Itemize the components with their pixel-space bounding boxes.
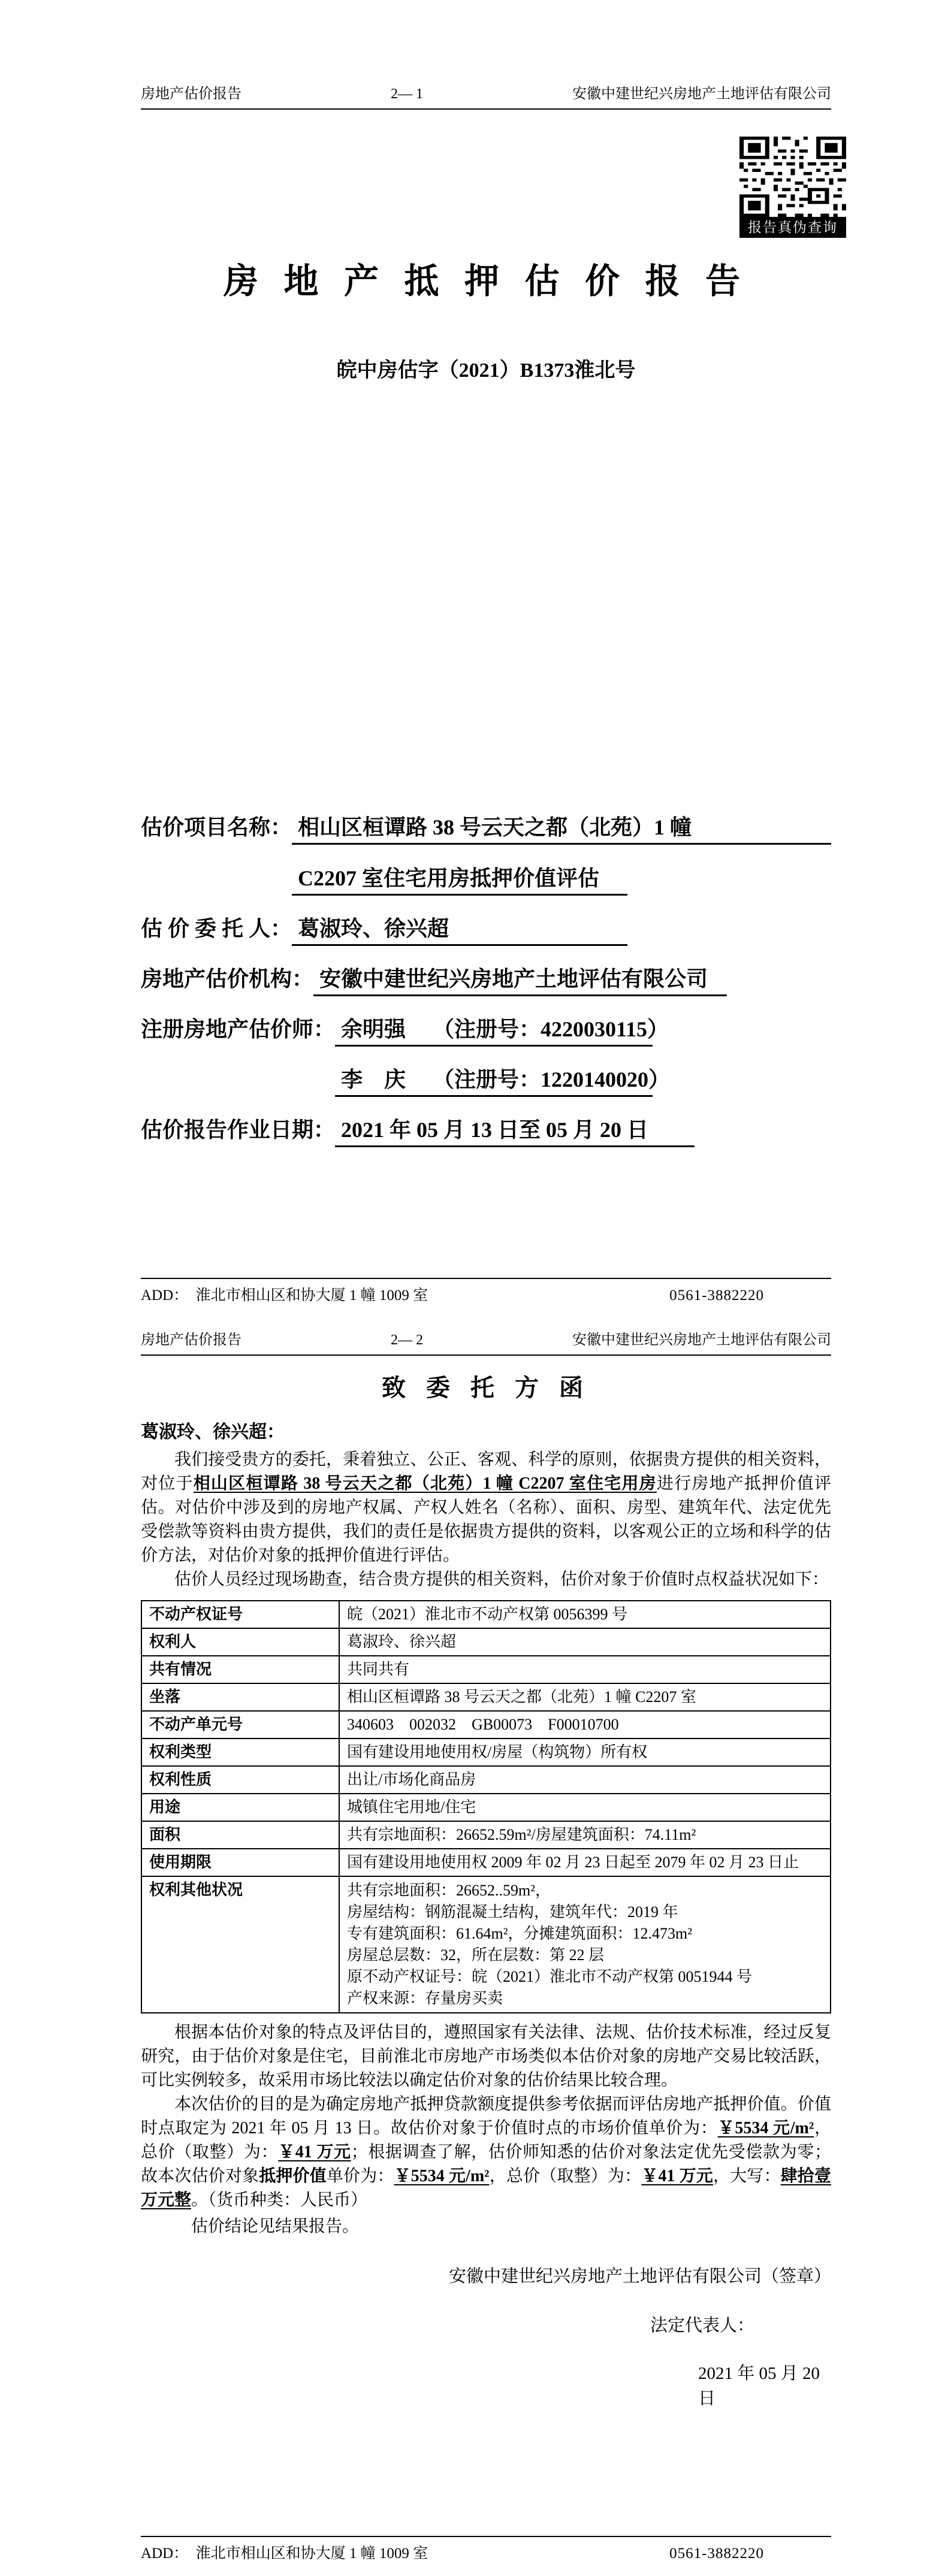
row-label: 不动产单元号 — [141, 1711, 339, 1739]
letter-paragraph-3: 根据本估价对象的特点及评估目的，遵照国家有关法律、法规、估价技术标准，经过反复研究，由于估价对象是住宅，目前淮北市房地产市场类似本估价对象的房地产交易比较活跃，可比实例较多，故采用市场比较法以确定估价对象的估价结果比较合理。 — [141, 2023, 831, 2090]
text-run: 单价为： — [326, 2167, 394, 2185]
property-rights-table — [141, 1600, 831, 2013]
total-price-value: ￥41 万元 — [278, 2143, 351, 2161]
appraiser-2-license: （注册号：1220140020） — [433, 1068, 671, 1092]
row-label: 用途 — [141, 1794, 339, 1821]
other-status-line: 共有宗地面积：26652..59m²， — [347, 1882, 551, 1899]
field-label: 估价项目名称： — [141, 815, 292, 839]
footer-address: ADD： 淮北市相山区和协大厦 1 幢 1009 室 — [141, 2545, 428, 2562]
table-row-co-ownership — [141, 1656, 831, 1683]
footer-phone: 0561-3882220 — [669, 1287, 764, 1304]
form-row-appraiser-2 — [141, 1064, 831, 1097]
row-value: 皖（2021）淮北市不动产权第 0056399 号 — [339, 1601, 831, 1628]
mortgage-value-term: 抵押价值 — [259, 2167, 327, 2185]
report-doc-number: 皖中房估字（2021）B1373淮北号 — [336, 359, 636, 382]
field-label: 估价报告作业日期： — [141, 1118, 336, 1142]
report-verification-qr — [739, 137, 846, 238]
appraiser-2-value — [335, 1064, 671, 1097]
report-date-value: 2021 年 05 月 13 日至 05 月 20 日 — [335, 1114, 695, 1147]
row-value: 共同共有 — [339, 1656, 831, 1683]
table-row-right-holder — [141, 1628, 831, 1656]
header-page-number: 2— 2 — [391, 1332, 423, 1348]
row-label: 面积 — [141, 1821, 339, 1849]
field-value-column — [292, 812, 831, 896]
footer-address: ADD： 淮北市相山区和协大厦 1 幢 1009 室 — [141, 1287, 428, 1304]
text-run: ，总价（取整）为： — [489, 2167, 642, 2185]
row-value: 国有建设用地使用权 2009 年 02 月 23 日起至 2079 年 02 月 23 日止 — [339, 1849, 831, 1876]
row-label: 共有情况 — [141, 1656, 339, 1683]
agency-value: 安徽中建世纪兴房地产土地评估有限公司 — [313, 963, 727, 996]
form-row-agency — [141, 963, 831, 996]
cover-form — [141, 812, 831, 1147]
table-row-location — [141, 1683, 831, 1711]
project-name-line-2: C2207 室住宅用房抵押价值评估 — [292, 863, 627, 896]
client-value: 葛淑玲、徐兴超 — [292, 913, 627, 946]
row-label: 不动产权证号 — [141, 1601, 339, 1628]
qr-code-icon — [739, 137, 846, 217]
row-value: 出让/市场化商品房 — [339, 1766, 831, 1794]
row-value: 城镇住宅用地/住宅 — [339, 1794, 831, 1821]
page-footer — [141, 2536, 831, 2563]
letter-paragraph-5: 估价结论见结果报告。 — [191, 2217, 360, 2236]
mortgage-unit-price-value: ￥5534 元/m² — [394, 2167, 490, 2185]
amount-in-words: 肆拾壹万元整 — [141, 2167, 831, 2209]
form-row-report-date — [141, 1114, 831, 1147]
row-label: 权利其他状况 — [141, 1876, 339, 2013]
row-label: 使用期限 — [141, 1849, 339, 1876]
page-header — [141, 1318, 831, 1356]
header-page-number: 2— 1 — [391, 86, 423, 102]
header-doc-type: 房地产估价报告 — [141, 1332, 241, 1348]
form-row-project-name — [141, 812, 831, 896]
table-row-right-type — [141, 1739, 831, 1766]
page-footer — [141, 1278, 831, 1305]
row-value: 葛淑玲、徐兴超 — [339, 1628, 831, 1656]
letter-salutation: 葛淑玲、徐兴超： — [141, 1422, 285, 1442]
form-row-client — [141, 913, 831, 946]
text-run: ；根据调查了解，估价师知悉的估价对象法定优先受偿款为零；故本次估价对象 — [141, 2143, 831, 2185]
signature-legal-representative: 法定代表人： — [650, 2316, 755, 2335]
letter-paragraph-2: 估价人员经过现场勘查，结合贵方提供的相关资料，估价对象于价值时点权益状况如下： — [174, 1570, 829, 1589]
page-header — [141, 0, 831, 110]
field-label: 估 价 委 托 人： — [141, 917, 292, 941]
text-run: 本次估价的目的是为确定房地产抵押贷款额度提供参考依据而评估房地产抵押价值。价值时点取定为 2021 年 05 月 13 日。故估价对象于价值时点的市场价值单价为： — [141, 2095, 831, 2137]
other-status-line: 原不动产权证号：皖（2021）淮北市不动产权第 0051944 号 — [347, 1968, 753, 1985]
field-label: 房地产估价机构： — [141, 967, 314, 991]
other-status-line: 产权来源：存量房买卖 — [347, 1990, 503, 2007]
other-status-line: 房屋结构：钢筋混凝土结构，建筑年代：2019 年 — [347, 1903, 678, 1921]
appraiser-1-name: 余明强 — [341, 1017, 406, 1041]
row-value: 相山区桓谭路 38 号云天之都（北苑）1 幢 C2207 室 — [339, 1683, 831, 1711]
row-label: 权利性质 — [141, 1766, 339, 1794]
row-value: 国有建设用地使用权/房屋（构筑物）所有权 — [339, 1739, 831, 1766]
appraiser-2-name: 李 庆 — [341, 1068, 406, 1092]
unit-price-value: ￥5534 元/m² — [717, 2119, 814, 2137]
field-label: 注册房地产估价师： — [141, 1017, 336, 1041]
other-status-line: 专有建筑面积：61.64m²，分摊建筑面积：12.473m² — [347, 1925, 693, 1942]
report-title: 房 地 产 抵 押 估 价 报 告 — [223, 262, 748, 301]
table-row-certificate-no — [141, 1601, 831, 1628]
table-row-area — [141, 1821, 831, 1849]
appraiser-1-license: （注册号：4220030115） — [433, 1017, 669, 1041]
signature-date: 2021 年 05 月 20 日 — [698, 2364, 820, 2408]
subject-property-highlight: 相山区桓谭路 38 号云天之都（北苑）1 幢 C2207 室住宅用房 — [193, 1474, 657, 1493]
letter-paragraph-1 — [141, 1448, 831, 1568]
mortgage-total-price-value: ￥41 万元 — [641, 2167, 713, 2185]
header-doc-type: 房地产估价报告 — [141, 86, 241, 102]
header-company-name: 安徽中建世纪兴房地产土地评估有限公司 — [572, 1332, 831, 1348]
text-run: 我们接受贵方的委托，秉着独立、公正、客观、科学的原则，依据贵方提供的相关资料，对位于 — [141, 1450, 831, 1493]
header-company-name: 安徽中建世纪兴房地产土地评估有限公司 — [572, 86, 831, 102]
row-value — [339, 1876, 831, 2013]
appraiser-1-value — [335, 1014, 669, 1047]
row-value: 共有宗地面积：26652.59m²/房屋建筑面积：74.11m² — [339, 1821, 831, 1849]
other-status-line: 房屋总层数：32，所在层数：第 22 层 — [347, 1946, 605, 1964]
footer-phone: 0561-3882220 — [669, 2545, 764, 2562]
table-row-other-status — [141, 1876, 831, 2013]
form-row-appraiser-1 — [141, 1014, 831, 1047]
row-label: 权利类型 — [141, 1739, 339, 1766]
table-row-unit-no — [141, 1711, 831, 1739]
row-label: 坐落 — [141, 1683, 339, 1711]
text-run: 。（货币种类：人民币） — [191, 2191, 368, 2209]
letter-to-client-page — [0, 1318, 951, 2576]
letter-title: 致 委 托 方 函 — [382, 1374, 590, 1401]
signature-company: 安徽中建世纪兴房地产土地评估有限公司（签章） — [448, 2267, 831, 2286]
row-label: 权利人 — [141, 1628, 339, 1656]
text-run: ，总价（取整）为： — [141, 2119, 831, 2161]
text-run: 进行房地产抵押价值评估。对估价中涉及到的房地产权属、产权人姓名（名称）、面积、房型、建筑年代、法定优先受偿款等资料由贵方提供，我们的责任是依据贵方提供的资料，以客观公正的立场和科学的估价方法，对估价对象的抵押价值进行评估。 — [141, 1474, 831, 1565]
letter-paragraph-4 — [141, 2093, 831, 2212]
text-run: ，大写： — [713, 2167, 781, 2185]
table-row-right-nature — [141, 1766, 831, 1794]
qr-caption: 报告真伪查询 — [739, 217, 846, 238]
cover-spacer — [141, 385, 831, 812]
project-name-line-1: 相山区桓谭路 38 号云天之都（北苑）1 幢 — [292, 812, 831, 845]
table-row-usage — [141, 1794, 831, 1821]
table-row-use-term — [141, 1849, 831, 1876]
row-value: 340603 002032 GB00073 F00010700 — [339, 1711, 831, 1739]
